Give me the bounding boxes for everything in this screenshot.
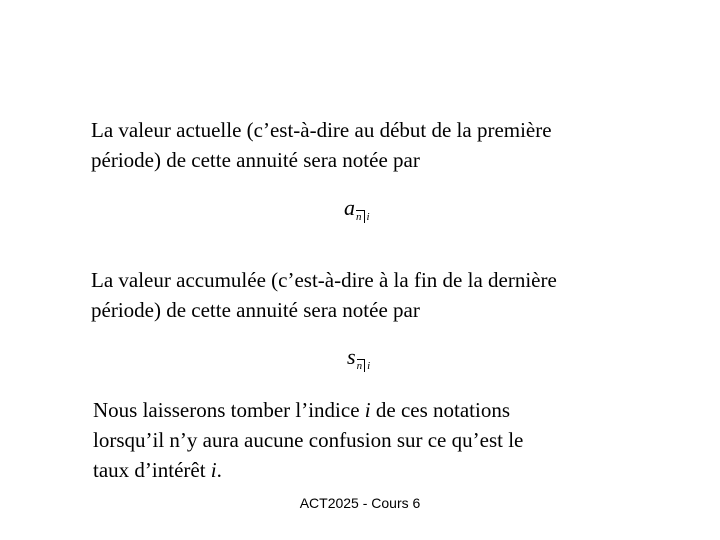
- notation-subscript: [356, 211, 370, 223]
- text-fragment: Nous laisserons tomber l’indice: [93, 398, 365, 422]
- angle-n-symbol: n: [357, 359, 366, 372]
- paragraph-line: La valeur actuelle (c’est-à-dire au début de la première: [91, 118, 552, 142]
- notation-subscript: [357, 360, 371, 372]
- slide-footer: ACT2025 - Cours 6: [299, 495, 421, 511]
- text-fragment: de ces notations: [370, 398, 511, 422]
- paragraph-line: La valeur accumulée (c’est-à-dire à la fin de la dernière: [91, 268, 557, 292]
- paragraph-line: lorsqu’il n’y aura aucune confusion sur ce qu’est le: [93, 428, 524, 452]
- accumulated-value-annuity-notation: [347, 344, 370, 372]
- notation-rate: i: [367, 360, 371, 372]
- notation-symbol: a: [344, 195, 355, 220]
- text-fragment: .: [216, 458, 222, 482]
- present-value-paragraph: [91, 115, 552, 175]
- paragraph-line: période) de cette annuité sera notée par: [91, 148, 420, 172]
- present-value-annuity-notation: [344, 195, 370, 223]
- paragraph-line: [93, 455, 523, 485]
- paragraph-line: [93, 395, 523, 425]
- notation-symbol: s: [347, 344, 356, 369]
- accumulated-value-paragraph: [91, 265, 557, 325]
- text-fragment: taux d’intérêt: [93, 458, 211, 482]
- notation-rate: i: [366, 211, 370, 223]
- italic-variable: i: [364, 398, 371, 422]
- paragraph-line: période) de cette annuité sera notée par: [91, 298, 420, 322]
- italic-variable: i: [210, 458, 217, 482]
- angle-n-symbol: n: [356, 210, 365, 223]
- notation-remark-paragraph: [93, 395, 523, 485]
